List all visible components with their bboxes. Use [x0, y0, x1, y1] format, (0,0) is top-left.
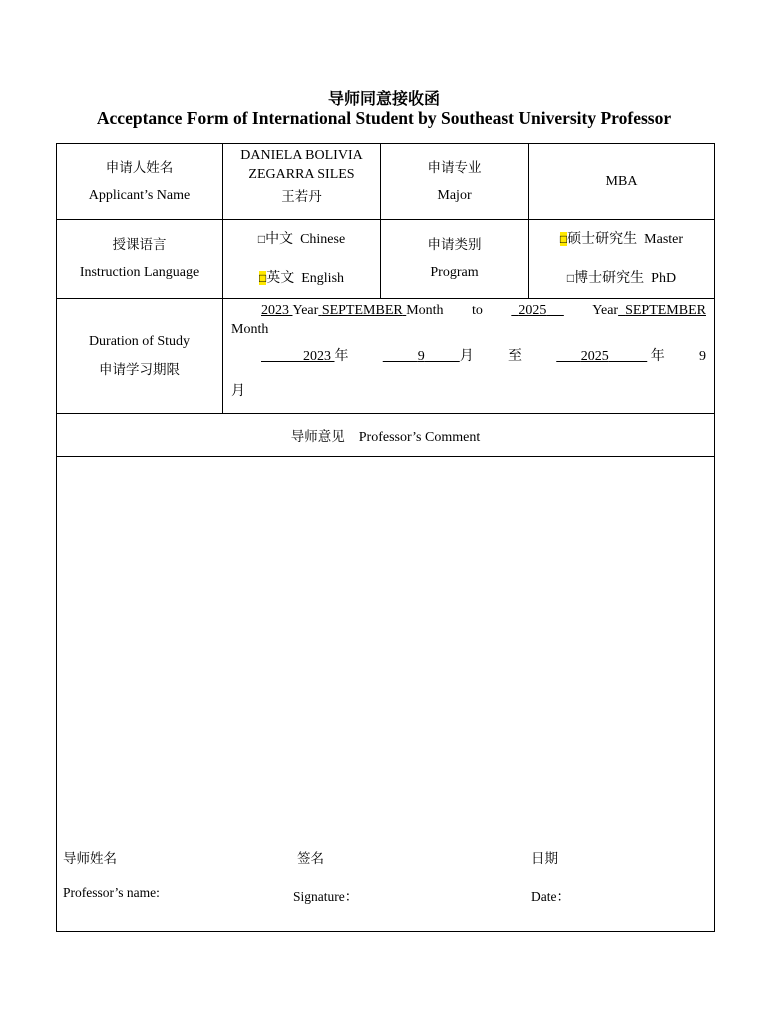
cn-start-month: 9	[417, 349, 425, 364]
duration-en-line	[231, 301, 706, 320]
option-english[interactable]	[223, 259, 380, 298]
cn-month-2: 月	[231, 383, 245, 399]
checkbox-master[interactable]: □	[559, 232, 568, 246]
cn-end-month: 9	[699, 349, 706, 364]
duration-value[interactable]	[223, 299, 715, 414]
major-label-en: Major	[437, 187, 472, 203]
year-word: Year	[292, 303, 319, 318]
form-title-cn: 导师同意接收函	[327, 89, 440, 108]
end-year: 2025	[518, 303, 547, 318]
instruction-language-label-en: Instruction Language	[79, 265, 200, 280]
applicant-name-line1: DANIELA BOLIVIA	[240, 148, 363, 163]
signature-label-en: Signature：	[293, 889, 359, 904]
professor-name-label-en: Professor’s name:	[63, 885, 160, 900]
applicant-name-value[interactable]	[223, 144, 381, 220]
language-program-row	[57, 220, 715, 299]
applicant-name-line2: ZEGARRA SILES	[248, 167, 355, 182]
acceptance-form-table	[56, 143, 715, 932]
applicant-name-label-en: Applicant’s Name	[88, 187, 191, 203]
option-phd-cn: 博士研究生	[574, 270, 645, 286]
instruction-language-label-cn: 授课语言	[112, 237, 167, 253]
applicant-name-label	[57, 144, 223, 220]
end-month-word: Month	[231, 322, 269, 337]
duration-label	[57, 299, 223, 414]
applicant-name-cn: 王若丹	[281, 189, 322, 205]
option-master-en: Master	[644, 232, 684, 247]
option-english-en: English	[301, 271, 345, 286]
option-master[interactable]	[529, 220, 714, 259]
comment-header-row	[57, 414, 715, 457]
checkbox-chinese[interactable]: □	[257, 232, 266, 246]
option-phd-en: PhD	[651, 271, 677, 286]
form-title-en: Acceptance Form of International Student by Southeast University Professor	[96, 108, 672, 128]
duration-label-cn: 申请学习期限	[99, 362, 180, 378]
cn-month-1: 月	[459, 348, 474, 364]
start-month: SEPTEMBER	[321, 303, 403, 318]
major-value[interactable]: MBA	[529, 144, 715, 220]
end-month: SEPTEMBER	[625, 303, 706, 318]
date-label-cn: 日期	[531, 851, 558, 867]
applicant-row	[57, 144, 715, 220]
cn-start-year: 2023	[303, 349, 331, 364]
option-master-cn: 硕士研究生	[567, 231, 638, 247]
to-word: to	[472, 303, 483, 318]
end-year-word: Year	[592, 303, 619, 318]
option-chinese-en: Chinese	[300, 232, 346, 247]
option-phd[interactable]	[529, 259, 714, 298]
major-label-cn: 申请专业	[427, 159, 482, 176]
duration-row	[57, 299, 715, 414]
program-label	[381, 220, 529, 299]
professor-name-label-cn: 导师姓名	[63, 851, 117, 867]
program-label-cn: 申请类别	[427, 237, 482, 253]
cn-year-1: 年	[334, 348, 349, 364]
duration-cn-line	[231, 347, 706, 366]
applicant-name-label-cn: 申请人姓名	[105, 159, 174, 176]
checkbox-english[interactable]: □	[258, 271, 267, 285]
signature-label-cn: 签名	[297, 851, 324, 867]
program-label-en: Program	[430, 265, 479, 280]
cn-to: 至	[508, 348, 522, 364]
instruction-language-options	[223, 220, 381, 299]
comment-label-cn: 导师意见	[290, 428, 345, 445]
cn-end-year: 2025	[580, 349, 609, 364]
comment-body-row	[57, 457, 715, 932]
major-label	[381, 144, 529, 220]
instruction-language-label	[57, 220, 223, 299]
month-word: Month	[406, 303, 444, 318]
date-label-en: Date：	[531, 889, 570, 904]
duration-label-en: Duration of Study	[88, 334, 191, 349]
option-chinese[interactable]	[223, 220, 380, 259]
program-options	[529, 220, 715, 299]
start-year: 2023	[261, 303, 289, 318]
checkbox-phd[interactable]: □	[566, 271, 575, 285]
option-chinese-cn: 中文	[265, 231, 294, 247]
professor-comment-area[interactable]	[57, 457, 715, 932]
cn-year-2: 年	[650, 348, 665, 364]
option-english-cn: 英文	[266, 270, 295, 286]
professor-comment-header	[57, 414, 715, 457]
comment-label-en: Professor’s Comment	[358, 429, 481, 445]
